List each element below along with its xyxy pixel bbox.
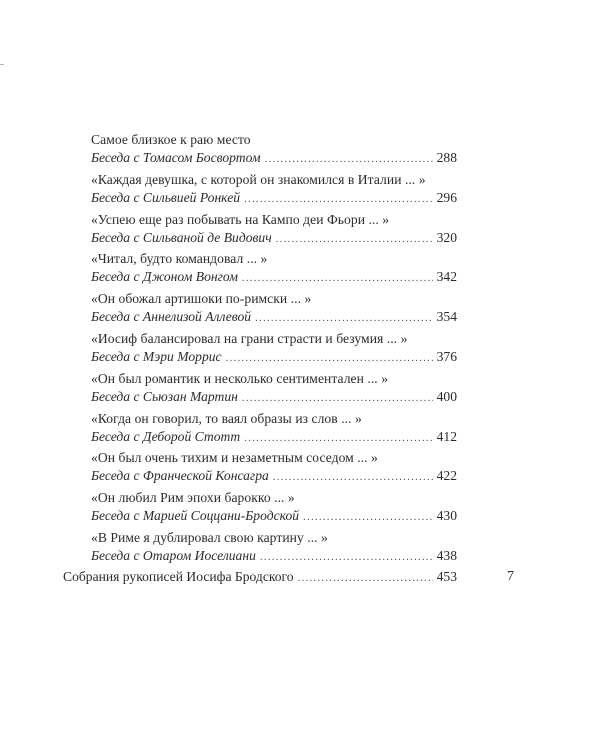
toc-entry-line — [91, 546, 457, 567]
toc-entry-title: «Каждая девушка, с которой он знакомился в Италии ... » — [91, 171, 426, 187]
toc-entry-title: «В Риме я дублировал свою картину ... » — [91, 529, 328, 545]
toc-entry — [91, 409, 457, 449]
toc-final-page-number: 453 — [436, 569, 457, 584]
toc-page-number: 354 — [436, 309, 457, 325]
toc-page-number: 342 — [436, 269, 457, 285]
toc-entry-line — [91, 267, 457, 288]
toc-entry-subtitle: Беседа с Сильваной де Видович — [91, 229, 272, 245]
toc-entry-title: «Успею еще раз побывать на Кампо деи Фьори ... » — [91, 211, 390, 227]
page-number: 7 — [507, 569, 514, 584]
toc-entry — [91, 249, 457, 289]
toc-page-number: 438 — [436, 547, 457, 563]
toc-entry-line — [91, 148, 457, 169]
toc-entry-line — [91, 387, 457, 408]
toc-final-entry — [63, 567, 457, 588]
toc-final-title: Собрания рукописей Иосифа Бродского — [63, 569, 294, 584]
toc-entry-subtitle: Беседа с Аннелизой Аллевой — [91, 309, 252, 325]
toc-entry-title: Самое близкое к раю место — [91, 132, 251, 147]
toc-entry-line — [91, 347, 457, 368]
dot-leader — [242, 388, 433, 408]
toc-entry-title: «Он был романтик и несколько сентиментален ... » — [91, 370, 389, 386]
toc-page-number: 320 — [436, 229, 457, 245]
dot-leader — [298, 568, 433, 588]
dot-leader — [273, 467, 433, 487]
toc-entry-title: «Он обожал артишоки по-римски ... » — [91, 291, 312, 307]
toc-entry-subtitle: Беседа с Марией Соццани-Бродской — [91, 508, 300, 524]
dot-leader — [303, 507, 433, 527]
dot-leader — [244, 428, 432, 448]
dot-leader — [226, 348, 433, 368]
dot-leader — [242, 268, 433, 288]
toc-entry — [91, 130, 457, 170]
dot-leader — [265, 149, 433, 169]
toc-entry-line — [91, 228, 457, 249]
toc-entry — [91, 528, 457, 568]
toc-entry-subtitle: Беседа с Деборой Стотт — [91, 428, 241, 444]
dot-leader — [255, 308, 433, 328]
toc-entry-title: «Он был очень тихим и незаметным соседом ... » — [91, 450, 378, 466]
dot-leader — [276, 229, 433, 249]
toc-entry-title: «Он любил Рим эпохи барокко ... » — [91, 490, 295, 506]
toc-page-number: 412 — [436, 428, 457, 444]
toc-entry-subtitle: Беседа с Томасом Босвортом — [91, 150, 261, 165]
toc-entry-line — [91, 427, 457, 448]
toc-entry — [91, 289, 457, 329]
toc-entry — [91, 488, 457, 528]
toc-page-number: 400 — [436, 388, 457, 404]
toc-entry — [91, 170, 457, 210]
toc-page-number: 288 — [436, 150, 457, 165]
toc-entry — [91, 369, 457, 409]
toc-entry-line — [91, 307, 457, 328]
toc-entry-title: «Иосиф балансировал на грани страсти и безумия ... » — [91, 330, 408, 346]
toc-entry-line — [91, 466, 457, 487]
toc-page-number: 296 — [436, 189, 457, 205]
toc-entry-title: «Читал, будто командовал ... » — [91, 251, 268, 267]
toc-entry-subtitle: Беседа с Мэри Моррис — [91, 348, 222, 364]
toc-entry-subtitle: Беседа с Сьюзан Мартин — [91, 388, 238, 404]
toc-page-number: 376 — [436, 348, 457, 364]
toc-entry — [91, 448, 457, 488]
toc-entry-subtitle: Беседа с Франческой Консагра — [91, 468, 269, 484]
toc-entry-line — [91, 188, 457, 209]
toc-page-number: 422 — [436, 468, 457, 484]
toc-entry-subtitle: Беседа с Джоном Вонгом — [91, 269, 238, 285]
toc-entry-line — [91, 506, 457, 527]
dot-leader — [244, 189, 433, 209]
dot-leader — [260, 547, 433, 567]
toc-page-number: 430 — [436, 508, 457, 524]
toc-entry-subtitle: Беседа с Сильвией Ронкей — [91, 189, 241, 205]
toc-entry — [91, 329, 457, 369]
page-edge-mark — [0, 64, 4, 65]
toc-entry — [91, 210, 457, 250]
toc-entry-title: «Когда он говорил, то ваял образы из слов ... » — [91, 410, 362, 426]
toc-entry-subtitle: Беседа с Отаром Иоселиани — [91, 547, 256, 563]
table-of-contents — [91, 130, 457, 568]
